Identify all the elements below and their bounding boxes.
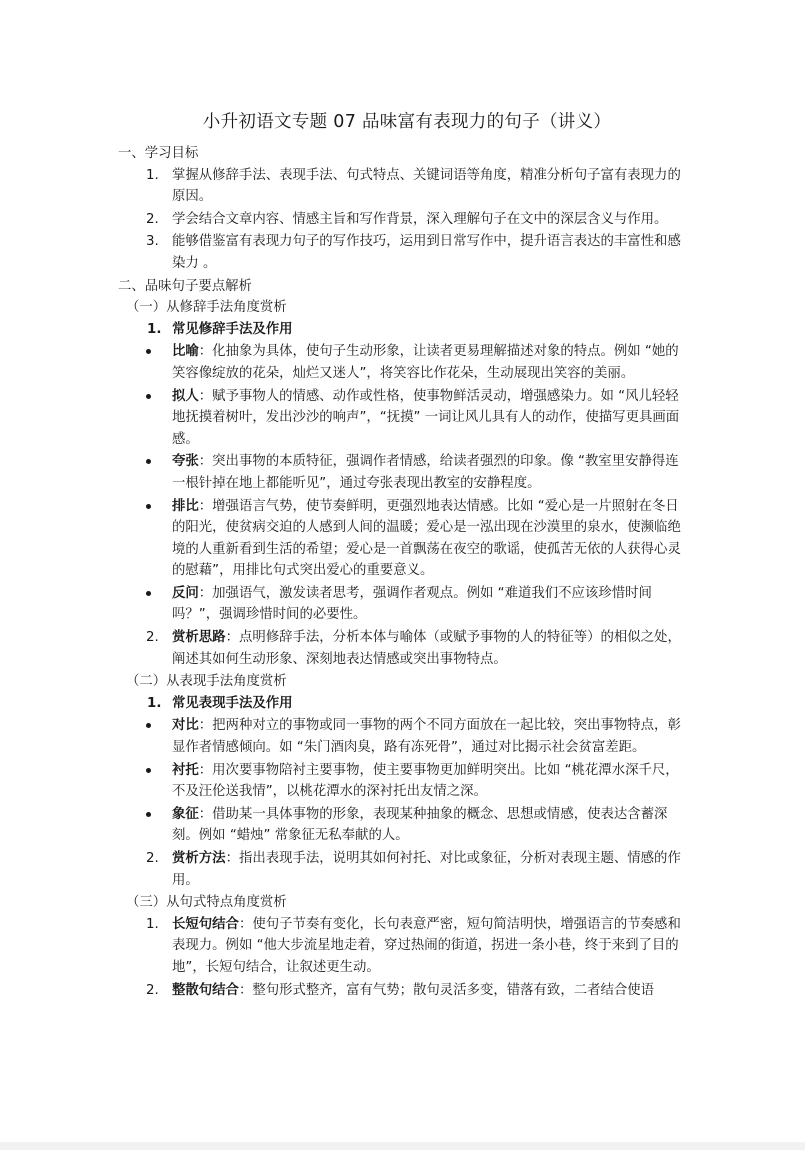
bullet-item	[118, 804, 690, 847]
bullet-icon	[146, 591, 151, 596]
bullet-icon	[146, 459, 151, 464]
bullet-icon	[146, 394, 151, 399]
bullet-text: ：突出事物的本质特征，强调作者情感，给读者强烈的印象。像 “教室里安静得连一根针掉在地上都能听见”，通过夸张表现出教室的安静程度。	[172, 454, 679, 491]
bullet-icon	[146, 768, 151, 773]
list-number: 2.	[146, 211, 159, 227]
point-heading	[118, 693, 690, 715]
bullet-icon	[146, 723, 151, 728]
subsection-heading-rhetoric: （一）从修辞手法角度赏析	[126, 300, 287, 316]
point-term: 长短句结合	[172, 916, 239, 932]
list-number: 1.	[147, 695, 162, 711]
point-item	[118, 627, 690, 670]
bullet-item	[118, 760, 690, 803]
bullet-term: 反问	[172, 585, 199, 601]
bullet-text: ：加强语气，激发读者思考，强调作者观点。例如 “难道我们不应该珍惜时间吗？”，强调珍惜时间的必要性。	[172, 585, 652, 623]
goal-item	[118, 165, 690, 208]
list-number: 1.	[146, 167, 159, 183]
bullet-item	[118, 496, 690, 582]
goal-text: 学会结合文章内容、情感主旨和写作背景，深入理解句子在文中的深层含义与作用。	[172, 211, 668, 227]
bullet-term: 象征	[172, 806, 199, 822]
bullet-text: ：把两种对立的事物或同一事物的两个不同方面放在一起比较，突出事物特点，彰显作者情感倾向。如 “朱门酒肉臭，路有冻死骨”，通过对比揭示社会贫富差距。	[172, 718, 681, 756]
list-number: 2.	[146, 982, 159, 998]
bullet-text: ：借助某一具体事物的形象，表现某种抽象的概念、思想或情感，使表达含蓄深刻。例如 “蜡烛” 常象征无私奉献的人。	[172, 806, 668, 844]
goal-text: 能够借鉴富有表现力句子的写作技巧，运用到日常写作中，提升语言表达的丰富性和感染力 。	[172, 234, 681, 271]
point-text: ：点明修辞手法，分析本体与喻体（或赋予事物的人的特征等）的相似之处，阐述其如何生动形象、深刻地表达情感或突出事物特点。	[172, 630, 681, 667]
page-title: 小升初语文专题 07 品味富有表现力的句子（讲义）	[202, 112, 612, 132]
bullet-term: 夸张	[172, 454, 199, 470]
list-number: 1.	[146, 916, 159, 932]
point-term: 赏析思路	[172, 630, 226, 646]
bullet-item	[118, 715, 690, 758]
bullet-item	[118, 341, 690, 384]
list-number: 1.	[147, 321, 162, 337]
bullet-item	[118, 583, 690, 626]
point-text: ：使句子节奏有变化，长句表意严密，短句简洁明快，增强语言的节奏感和表现力。例如 “他大步流星地走着，穿过热闹的街道，拐进一条小巷，终于来到了目的地”，长短句结合，让叙述更生动。	[172, 916, 681, 975]
bullet-term: 衬托	[172, 762, 199, 778]
document-body	[118, 110, 690, 1002]
bullet-icon	[146, 349, 151, 354]
list-number: 3.	[146, 234, 159, 250]
bullet-term: 比喻	[172, 344, 199, 360]
subsection-heading-sentence: （三）从句式特点角度赏析	[126, 895, 287, 911]
bullet-text: ：用次要事物陪衬主要事物，使主要事物更加鲜明突出。比如 “桃花潭水深千尺，不及汪伦送我情”，以桃花潭水的深衬托出友情之深。	[172, 762, 679, 800]
list-number: 2.	[146, 630, 159, 646]
point-item	[118, 848, 690, 891]
bullet-item	[118, 386, 690, 451]
bullet-icon	[146, 504, 151, 509]
point-term: 整散句结合	[172, 982, 239, 998]
goal-item	[118, 231, 690, 274]
point-label: 常见修辞手法及作用	[172, 321, 293, 337]
section-heading-goals: 一、学习目标	[118, 146, 199, 161]
bullet-term: 拟人	[172, 388, 199, 404]
point-item	[118, 980, 690, 1002]
point-text: ：整句形式整齐，富有气势；散句灵活多变，错落有致，二者结合使语	[238, 982, 655, 998]
bullet-text: ：化抽象为具体，使句子生动形象，让读者更易理解描述对象的特点。例如 “她的笑容像绽放的花朵，灿烂又迷人”，将笑容比作花朵，生动展现出笑容的美丽。	[172, 344, 679, 381]
bullet-text: ：增强语言气势，使节奏鲜明，更强烈地表达情感。比如 “爱心是一片照射在冬日的阳光，使贫病交迫的人感到人间的温暖；爱心是一泓出现在沙漠里的泉水，使濒临绝境的人重新看到生活的希望；爱心是一首飘荡在夜空的歌谣，使孤苦无依的人获得心灵的慰藉”，用排比句式突出爱心的重要意义。	[172, 498, 681, 579]
bullet-text: ：赋予事物人的情感、动作或性格，使事物鲜活灵动，增强感染力。如 “风儿轻轻地抚摸着树叶，发出沙沙的响声”，“抚摸” 一词让风儿具有人的动作，使描写更具画面感。	[172, 388, 680, 447]
point-label: 常见表现手法及作用	[172, 695, 293, 711]
point-heading	[118, 319, 690, 341]
goal-text: 掌握从修辞手法、表现手法、句式特点、关键词语等角度，精准分析句子富有表现力的原因。	[172, 167, 681, 205]
bullet-icon	[146, 812, 151, 817]
point-text: ：指出表现手法，说明其如何衬托、对比或象征，分析对表现主题、情感的作用。	[172, 851, 681, 888]
goal-item	[118, 209, 690, 231]
bullet-term: 排比	[172, 498, 199, 514]
list-number: 2.	[146, 851, 159, 866]
bullet-term: 对比	[172, 718, 199, 734]
point-item	[118, 914, 690, 979]
section-heading-analysis: 二、品味句子要点解析	[118, 278, 252, 294]
subsection-heading-expression: （二）从表现手法角度赏析	[126, 674, 287, 690]
point-term: 赏析方法	[172, 851, 226, 866]
bullet-item	[118, 451, 690, 494]
